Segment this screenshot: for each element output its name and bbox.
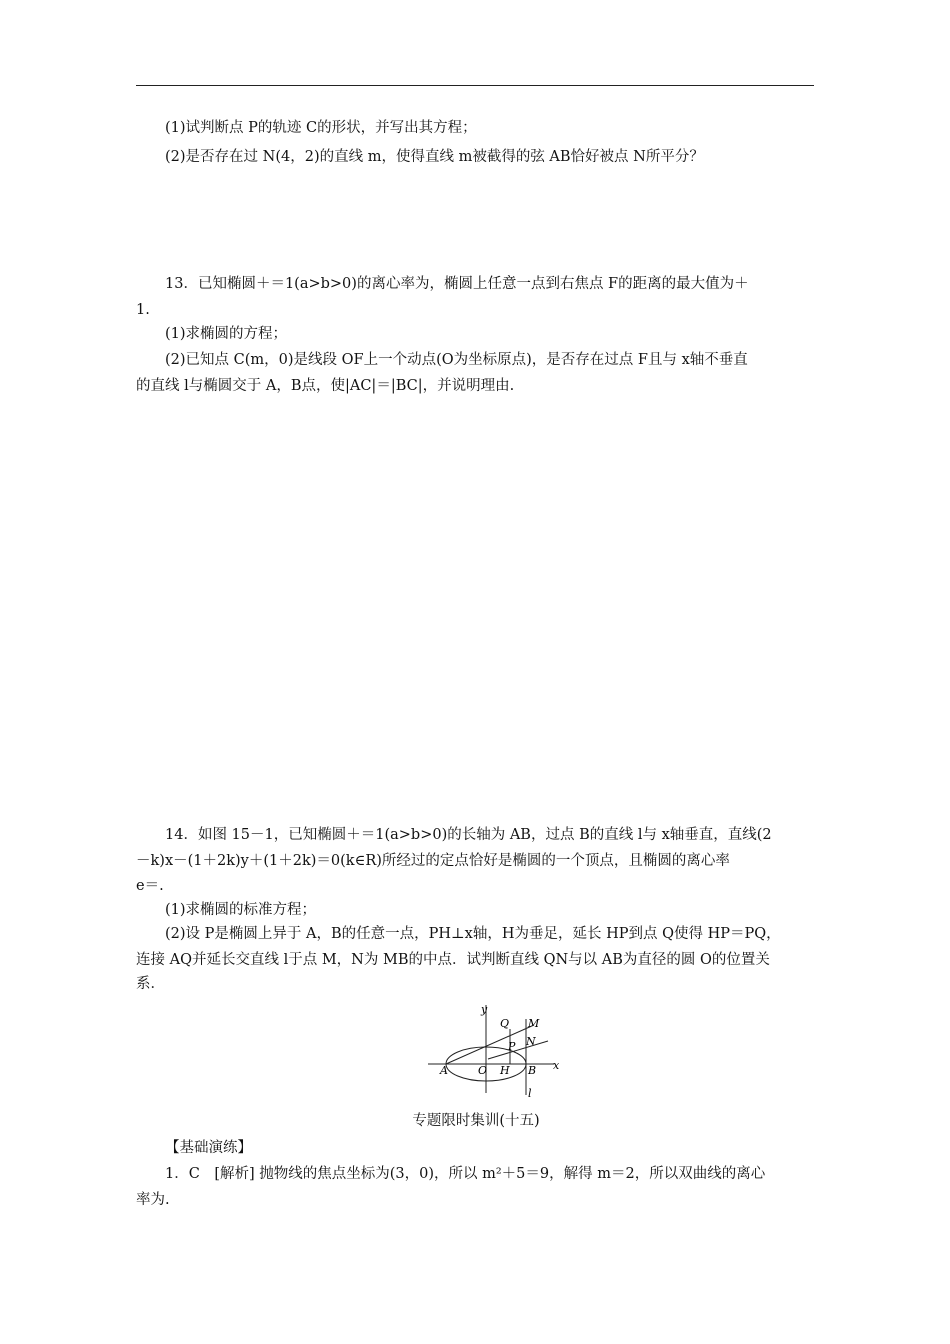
label-x: x: [553, 1059, 560, 1072]
figure-caption: 专题限时集训(十五): [412, 1113, 540, 1129]
problem-14-part-2-end: 系．: [136, 976, 165, 992]
label-l: l: [528, 1087, 532, 1100]
problem-14-stem-end: e＝.: [136, 878, 164, 894]
problem-14-part-2-cont: 连接 AQ并延长交直线 l于点 M，N为 MB的中点．试判断直线 QN与以 AB为直径的圆 O的位置关: [136, 952, 770, 968]
problem-14-part-1: (1)求椭圆的标准方程；: [165, 902, 317, 918]
problem-14-stem: 14．如图 15－1，已知椭圆＋＝1(a>b>0)的长轴为 AB，过点 B的直线 l与 x轴垂直，直线(2: [165, 827, 772, 843]
label-y: y: [481, 1003, 488, 1016]
section-heading: 【基础演练】: [165, 1140, 252, 1156]
problem-13-stem-cont: 1.: [136, 302, 150, 318]
top-rule: [136, 85, 814, 86]
part-1-question: (1)试判断点 P的轨迹 C的形状，并写出其方程；: [165, 120, 477, 136]
label-o: O: [478, 1064, 488, 1077]
label-q: Q: [500, 1017, 510, 1030]
problem-14-part-2: (2)设 P是椭圆上异于 A，B的任意一点，PH⊥x轴，H为垂足，延长 HP到点 Q使得 HP＝PQ，: [165, 926, 781, 942]
problem-13-part-1: (1)求椭圆的方程；: [165, 326, 288, 342]
ellipse-figure: [420, 1001, 560, 1101]
label-h: H: [500, 1064, 510, 1077]
label-a: A: [440, 1064, 448, 1077]
part-2-question: (2)是否存在过 N(4，2)的直线 m，使得直线 m被截得的弦 AB恰好被点 N所平分？: [165, 149, 704, 165]
problem-13-stem: 13．已知椭圆＋＝1(a>b>0)的离心率为，椭圆上任意一点到右焦点 F的距离的最大值为＋: [165, 276, 749, 292]
problem-14-stem-cont: －k)x－(1＋2k)y＋(1＋2k)＝0(k∈R)所经过的定点恰好是椭圆的一个顶点，且椭圆的离心率: [136, 853, 730, 869]
label-n: N: [526, 1035, 536, 1048]
label-m: M: [528, 1017, 540, 1030]
answer-1-cont: 率为.: [136, 1192, 170, 1208]
problem-13-part-2: (2)已知点 C(m，0)是线段 OF上一个动点(O为坐标原点)，是否存在过点 F且与 x轴不垂直: [165, 352, 748, 368]
line-qn: [488, 1041, 548, 1059]
label-b: B: [528, 1064, 537, 1077]
label-p: P: [508, 1040, 516, 1053]
problem-13-part-2-cont: 的直线 l与椭圆交于 A，B点，使|AC|＝|BC|，并说明理由.: [136, 378, 515, 394]
answer-1: 1．C [解析] 抛物线的焦点坐标为(3，0)，所以 m²＋5＝9，解得 m＝2，所以双曲线的离心: [165, 1166, 766, 1182]
